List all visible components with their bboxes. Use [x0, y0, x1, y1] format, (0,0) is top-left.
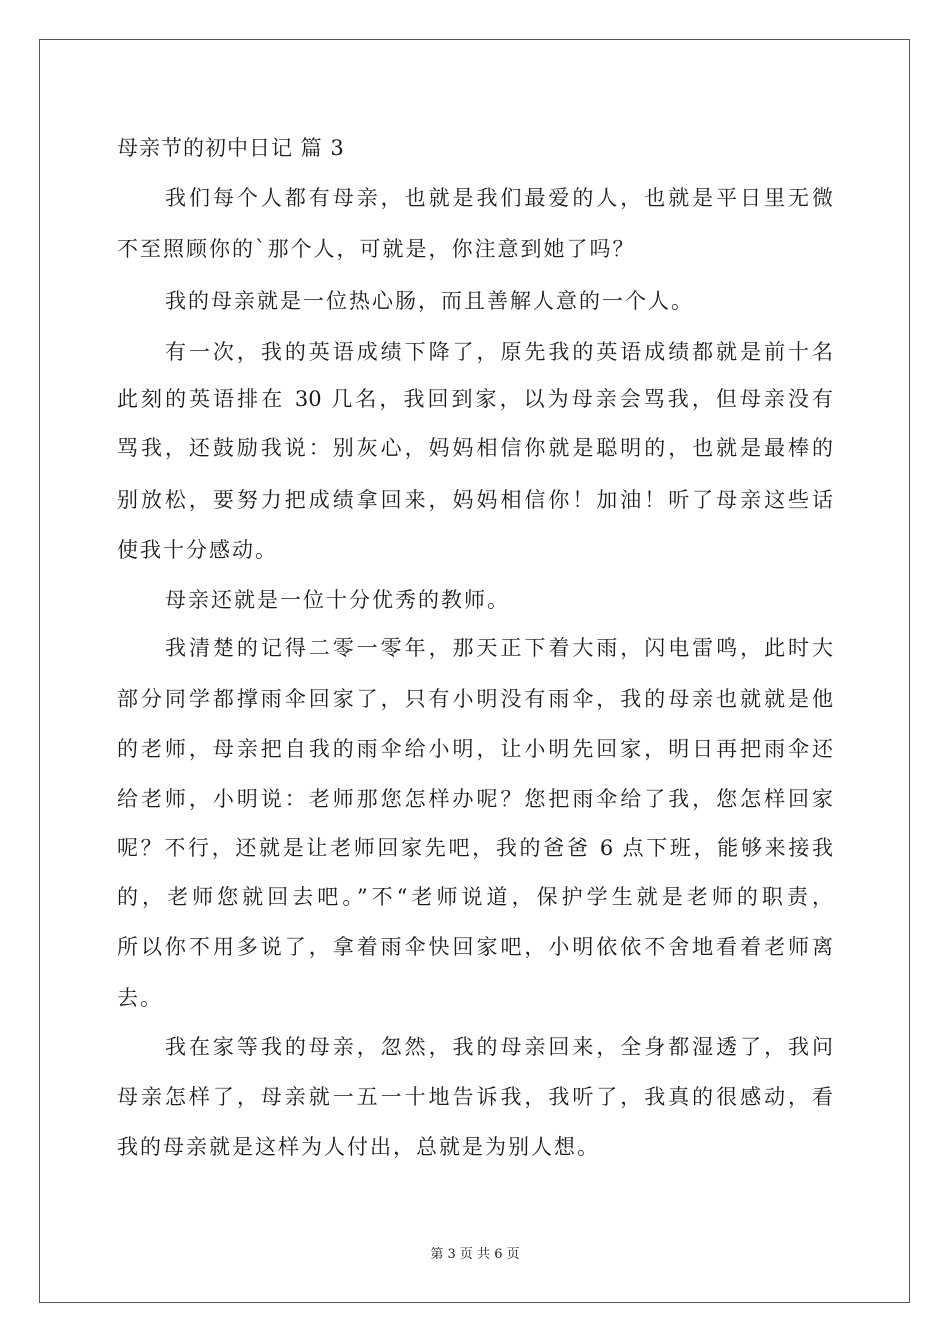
- page-number: 第 3 页 共 6 页: [430, 1247, 520, 1262]
- text-line: 别放松，要努力把成绩拿回来，妈妈相信你！加油！听了母亲这些话: [117, 488, 833, 512]
- text-line: 部分同学都撑雨伞回家了，只有小明没有雨伞，我的母亲也就就是他: [117, 687, 833, 711]
- text-line: 骂我，还鼓励我说：别灰心，妈妈相信你就是聪明的，也就是最棒的: [117, 436, 833, 460]
- page-border: [39, 39, 910, 1303]
- text-line: 我的母亲就是这样为人付出，总就是为别人想。: [117, 1135, 600, 1159]
- text-line: 我的母亲就是一位热心肠，而且善解人意的一个人。: [165, 289, 694, 313]
- text-line: 我在家等我的母亲，忽然，我的母亲回来，全身都湿透了，我问: [165, 1035, 833, 1059]
- text-line: 不至照顾你的`那个人，可就是，你注意到她了吗？: [117, 237, 636, 261]
- text-line: 所以你不用多说了，拿着雨伞快回家吧，小明依依不舍地看着老师离: [117, 935, 833, 959]
- text-line: 母亲怎样了，母亲就一五一十地告诉我，我听了，我真的很感动，看: [117, 1085, 833, 1109]
- text-line: 母亲还就是一位十分优秀的教师。: [165, 588, 510, 612]
- text-line: 我们每个人都有母亲，也就是我们最爱的人，也就是平日里无微: [165, 186, 833, 210]
- document-title: 母亲节的初中日记 篇 3: [117, 136, 345, 160]
- text-line: 我清楚的记得二零一零年，那天正下着大雨，闪电雷鸣，此时大: [165, 636, 833, 660]
- text-line: 有一次，我的英语成绩下降了，原先我的英语成绩都就是前十名: [165, 340, 833, 364]
- text-line: 的，老师您就回去吧。”不“老师说道，保护学生就是老师的职责，: [117, 885, 833, 909]
- text-line: 去。: [117, 986, 163, 1010]
- text-line: 此刻的英语排在 30 几名，我回到家，以为母亲会骂我，但母亲没有: [117, 387, 833, 411]
- text-line: 的老师，母亲把自我的雨伞给小明，让小明先回家，明日再把雨伞还: [117, 737, 833, 761]
- text-line: 给老师，小明说：老师那您怎样办呢？您把雨伞给了我，您怎样回家: [117, 787, 833, 811]
- text-line: 呢？不行，还就是让老师回家先吧，我的爸爸 6 点下班，能够来接我: [117, 836, 833, 860]
- text-line: 使我十分感动。: [117, 538, 278, 562]
